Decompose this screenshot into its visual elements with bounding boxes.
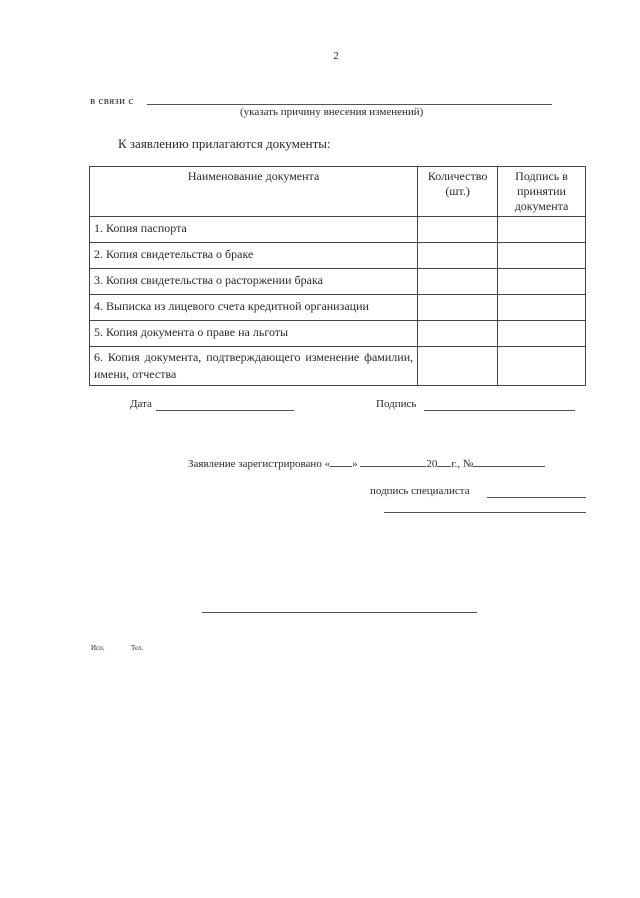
quantity-cell — [418, 321, 498, 347]
document-name: 1. Копия паспорта — [90, 217, 418, 243]
header-acceptance-signature: Подпись в принятии документа — [498, 167, 586, 217]
date-label: Дата — [130, 398, 152, 410]
document-name: 4. Выписка из лицевого счета кредитной организации — [90, 295, 418, 321]
phone-label: Тел. — [131, 644, 144, 652]
table-row — [90, 217, 586, 243]
reason-input-line — [147, 104, 552, 105]
date-input-line — [156, 410, 294, 411]
registration-month-blank — [360, 456, 426, 467]
registration-prefix: Заявление зарегистрировано « — [188, 458, 331, 470]
signature-cell — [498, 295, 586, 321]
quantity-cell — [418, 269, 498, 295]
quantity-cell — [418, 217, 498, 243]
quantity-cell — [418, 243, 498, 269]
document-name: 3. Копия свидетельства о расторжении брака — [90, 269, 418, 295]
table-row — [90, 321, 586, 347]
bottom-separator-line — [202, 612, 477, 613]
registration-line — [188, 456, 545, 470]
registration-year-prefix: 20 — [426, 458, 438, 470]
signature-cell — [498, 217, 586, 243]
table-row — [90, 269, 586, 295]
registration-year-blank — [437, 456, 451, 467]
table-row — [90, 295, 586, 321]
executor-label: Исп. — [91, 644, 105, 652]
document-name: 6. Копия документа, подтверждающего изменение фамилии, имени, отчества — [90, 347, 418, 386]
specialist-signature-label: подпись специалиста — [370, 485, 470, 497]
specialist-name-line — [384, 512, 586, 513]
header-document-name: Наименование документа — [90, 167, 418, 217]
table-header-row — [90, 167, 586, 217]
registration-year-suffix: г., № — [451, 458, 474, 470]
signature-cell — [498, 347, 586, 386]
specialist-signature-line — [487, 497, 586, 498]
header-quantity: Количество (шт.) — [418, 167, 498, 217]
signature-label: Подпись — [376, 398, 417, 410]
reason-label: в связи с — [90, 95, 134, 107]
signature-cell — [498, 269, 586, 295]
document-name: 5. Копия документа о праве на льготы — [90, 321, 418, 347]
table-row — [90, 243, 586, 269]
quantity-cell — [418, 295, 498, 321]
reason-hint: (указать причину внесения изменений) — [240, 106, 424, 118]
signature-input-line — [424, 410, 575, 411]
quantity-cell — [418, 347, 498, 386]
documents-table — [89, 166, 586, 386]
document-name: 2. Копия свидетельства о браке — [90, 243, 418, 269]
table-row — [90, 347, 586, 386]
signature-cell — [498, 321, 586, 347]
attachments-heading: К заявлению прилагаются документы: — [118, 136, 331, 151]
registration-close-quote: » — [352, 458, 358, 470]
page-number: 2 — [333, 50, 339, 62]
registration-day-blank — [330, 456, 352, 467]
registration-number-blank — [473, 456, 545, 467]
signature-cell — [498, 243, 586, 269]
